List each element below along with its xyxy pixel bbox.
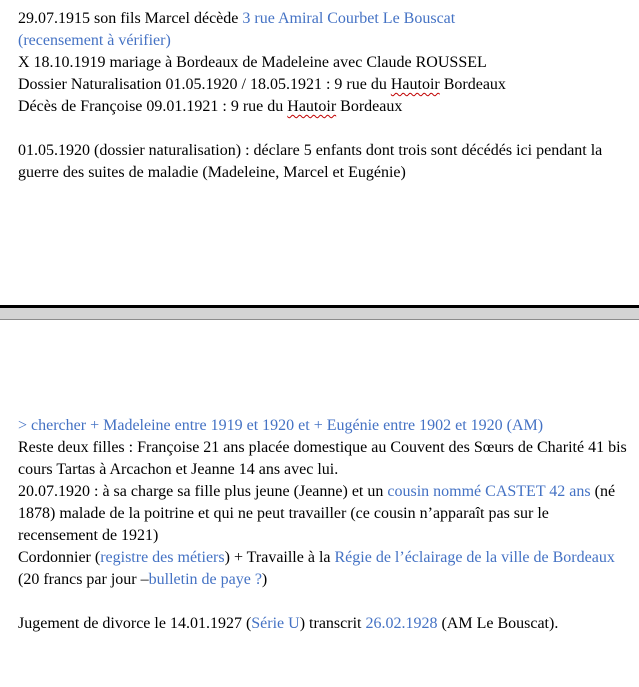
paragraph-daughters: Reste deux filles : Françoise 21 ans placée domestique au Couvent des Sœurs de Charité 41 bis cours Tartas à Arcachon et Jeanne 14 ans avec lui. — [18, 439, 627, 478]
note-date-transcription: 26.02.1928 — [365, 615, 438, 632]
text-naturalisation: Dossier Naturalisation 01.05.1920 / 18.05.1921 : 9 rue du — [18, 76, 391, 93]
text-travaille: ) + Travaille à la — [224, 549, 335, 566]
paragraph-francoise-death — [18, 96, 630, 118]
text-bordeaux: Bordeaux — [439, 76, 506, 93]
text-dependents: 20.07.1920 : à sa charge sa fille plus jeune (Jeanne) et un — [18, 483, 388, 500]
paragraph-divorce — [18, 613, 630, 635]
paragraph-marcel-death — [18, 8, 630, 52]
text-cordonnier: Cordonnier ( — [18, 549, 101, 566]
bottom-text-block — [18, 415, 630, 635]
document-page-top — [0, 0, 639, 305]
paragraph-marriage: X 18.10.1919 mariage à Bordeaux de Madeleine avec Claude ROUSSEL — [18, 54, 487, 71]
paragraph-search-note: > chercher + Madeleine entre 1919 et 1920 et + Eugénie entre 1902 et 1920 (AM) — [18, 417, 544, 434]
note-address-courbet: 3 rue Amiral Courbet Le Bouscat — [242, 10, 456, 27]
note-census-check: (recensement à vérifier) — [18, 32, 171, 49]
text-transcrit: ) transcrit — [299, 615, 366, 632]
page-break-separator — [0, 305, 639, 320]
top-text-block — [18, 8, 630, 184]
paragraph-naturalisation — [18, 74, 630, 96]
spell-error-hautoir: Hautoir — [390, 76, 440, 93]
note-regie-eclairage: Régie de l’éclairage de la ville de Bordeaux — [334, 549, 615, 566]
paragraph-dependents — [18, 481, 630, 547]
spell-error-hautoir-2: Hautoir — [287, 98, 337, 115]
note-registre-metiers: registre des métiers — [100, 549, 225, 566]
note-cousin-castet: cousin nommé CASTET 42 ans — [387, 483, 591, 500]
text-salary: (20 francs par jour – — [18, 571, 149, 588]
text-close-paren: ) — [261, 571, 268, 588]
text-cousin-details: (né 1878) malade de la poitrine et qui ne peut travailler (ce cousin n’apparaît pas sur le recensement de 1921) — [18, 483, 616, 544]
note-bulletin-paye: bulletin de paye ? — [148, 571, 262, 588]
note-serie-u: Série U — [251, 615, 300, 632]
text-divorce: Jugement de divorce le 14.01.1927 ( — [18, 615, 252, 632]
text-francoise-death: Décès de Françoise 09.01.1921 : 9 rue du — [18, 98, 288, 115]
paragraph-children-declared: 01.05.1920 (dossier naturalisation) : déclare 5 enfants dont trois sont décédés ici pendant la guerre des suites de maladie (Madeleine, Marcel et Eugénie) — [18, 142, 603, 181]
document-page-bottom — [0, 320, 639, 687]
text-am-le-bouscat: (AM Le Bouscat). — [437, 615, 559, 632]
text-marcel-death: 29.07.1915 son fils Marcel décède — [18, 10, 243, 27]
text-bordeaux-2: Bordeaux — [336, 98, 403, 115]
paragraph-occupation — [18, 547, 630, 591]
